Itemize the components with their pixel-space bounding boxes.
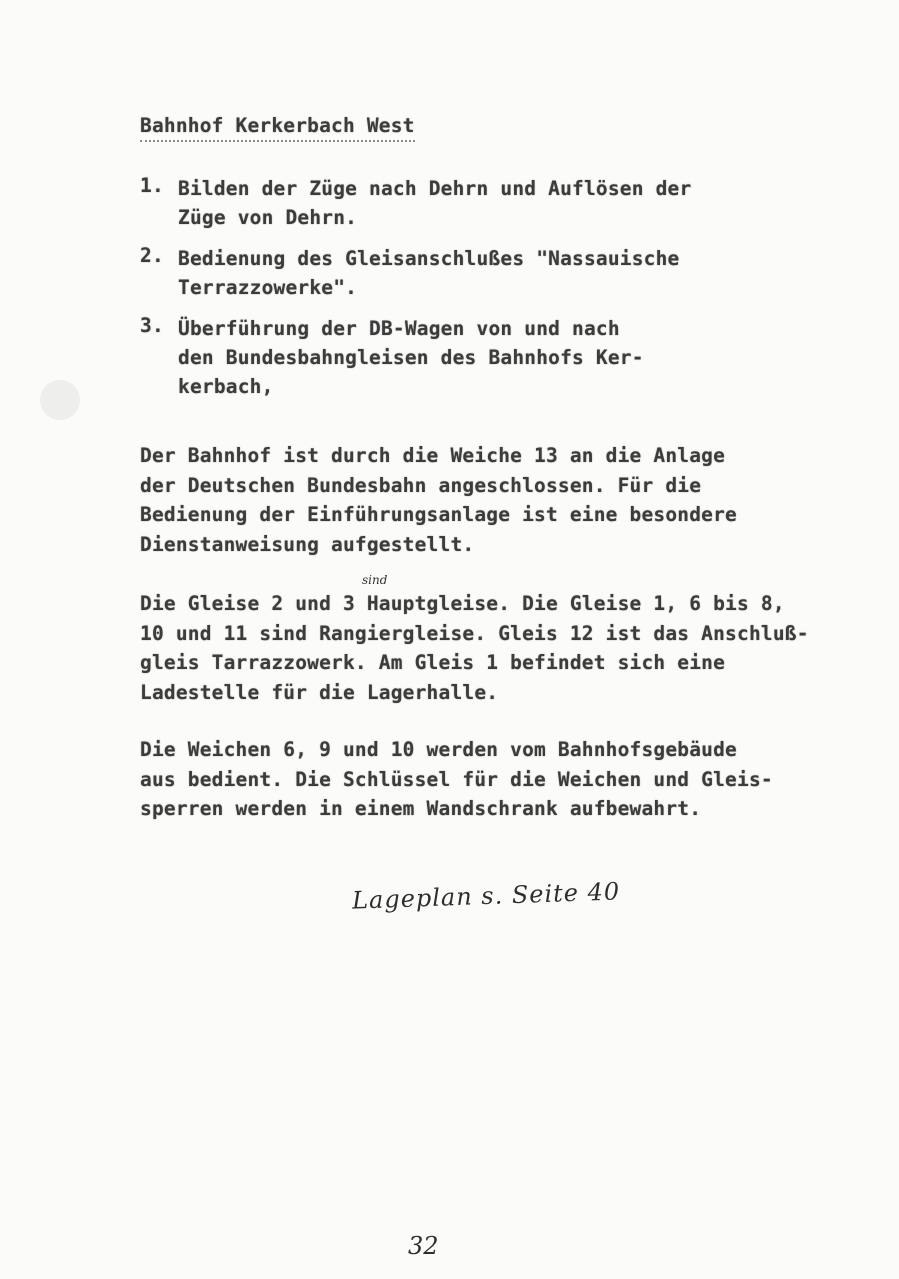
list-number: 2.	[140, 244, 164, 267]
list-line: den Bundesbahngleisen des Bahnhofs Ker-	[178, 346, 644, 369]
paragraph-line: der Deutschen Bundesbahn angeschlossen. Für die	[140, 473, 702, 497]
paragraph-line: 10 und 11 sind Rangiergleise. Gleis 12 ist das Anschluß-	[140, 621, 809, 645]
list-item	[140, 314, 860, 401]
list-line: Terrazzowerke".	[178, 276, 358, 299]
handwritten-insert: sind	[362, 573, 388, 587]
paragraph-tracks	[140, 589, 870, 707]
task-list	[140, 174, 860, 413]
list-item	[140, 174, 860, 232]
list-line: Züge von Dehrn.	[178, 206, 358, 229]
paragraph-line: Dienstanweisung aufgestellt.	[140, 532, 475, 556]
document-heading: Bahnhof Kerkerbach West	[140, 114, 415, 142]
list-item	[140, 244, 860, 302]
list-line: kerbach,	[178, 375, 274, 398]
paragraph-line: aus bedient. Die Schlüssel für die Weichen und Gleis-	[140, 767, 773, 791]
list-line: Überführung der DB-Wagen von und nach	[178, 317, 620, 340]
paragraph-line: Die Gleise 2 und 3 Hauptgleise. Die Gleise 1, 6 bis 8,	[140, 592, 785, 615]
list-number: 3.	[140, 314, 164, 337]
paragraph-line: Ladestelle für die Lagerhalle.	[140, 680, 499, 704]
paragraph-line: Die Weichen 6, 9 und 10 werden vom Bahnhofsgebäude	[140, 738, 737, 761]
paragraph-switches	[140, 735, 870, 824]
list-number: 1.	[140, 174, 164, 197]
paragraph-connection	[140, 441, 870, 559]
paragraph-line: sperren werden in einem Wandschrank aufbewahrt.	[140, 797, 702, 820]
paragraph-line: gleis Tarrazzowerk. Am Gleis 1 befindet sich eine	[140, 651, 726, 674]
handwritten-note: Lageplan s. Seite 40	[351, 877, 621, 915]
list-line: Bilden der Züge nach Dehrn und Auflösen der	[178, 177, 692, 200]
paragraph-line: Bedienung der Einführungsanlage ist eine besondere	[140, 503, 737, 526]
paragraph-line: Der Bahnhof ist durch die Weiche 13 an die Anlage	[140, 444, 726, 467]
page-number: 32	[408, 1232, 439, 1260]
paper-smudge	[40, 380, 80, 420]
list-line: Bedienung des Gleisanschlußes "Nassauische	[178, 247, 680, 270]
